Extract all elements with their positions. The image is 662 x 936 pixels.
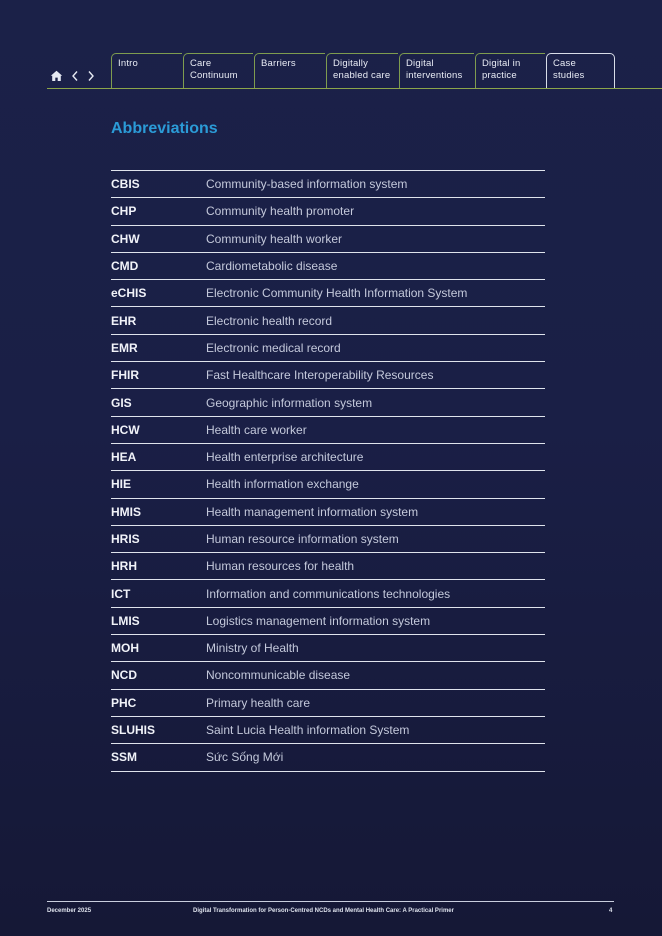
- abbreviation-definition: Health care worker: [206, 422, 307, 437]
- table-row: [111, 280, 545, 307]
- table-row: [111, 608, 545, 635]
- table-row: [111, 526, 545, 553]
- abbreviation-code: NCD: [111, 668, 137, 683]
- abbreviation-definition: Electronic health record: [206, 313, 333, 328]
- abbreviation-definition: Electronic Community Health Information System: [206, 286, 468, 301]
- table-row: [111, 198, 545, 225]
- abbreviation-definition: Sức Sống Mới: [206, 750, 284, 765]
- abbreviation-code: HEA: [111, 450, 137, 465]
- footer-page-number: 4: [609, 908, 613, 914]
- abbreviation-code: ICT: [111, 586, 131, 601]
- table-row: [111, 226, 545, 253]
- abbreviation-code: EHR: [111, 313, 137, 328]
- nav-icons: [50, 68, 95, 84]
- abbreviation-definition: Logistics management information system: [206, 613, 431, 628]
- tab-digital-interventions[interactable]: Digital interventions: [399, 53, 474, 88]
- table-row: [111, 389, 545, 416]
- footer-divider: [47, 901, 614, 902]
- nav-divider: [47, 88, 662, 89]
- abbreviations-table: [111, 170, 545, 772]
- abbreviation-code: CHW: [111, 231, 140, 246]
- table-row: [111, 171, 545, 198]
- chevron-right-icon[interactable]: [87, 70, 95, 82]
- abbreviation-definition: Primary health care: [206, 695, 311, 710]
- abbreviation-definition: Community-based information system: [206, 177, 408, 192]
- table-row: [111, 417, 545, 444]
- table-row: [111, 553, 545, 580]
- abbreviation-code: HRH: [111, 559, 137, 574]
- table-row: [111, 362, 545, 389]
- tab-case-studies[interactable]: Case studies: [546, 53, 615, 88]
- abbreviation-code: CBIS: [111, 177, 140, 192]
- table-row: [111, 662, 545, 689]
- abbreviation-definition: Health management information system: [206, 504, 419, 519]
- home-icon[interactable]: [50, 70, 63, 82]
- abbreviation-code: MOH: [111, 641, 139, 656]
- tab-digital-in-practice[interactable]: Digital in practice: [475, 53, 545, 88]
- table-row: [111, 471, 545, 498]
- table-row: [111, 635, 545, 662]
- abbreviation-definition: Health information exchange: [206, 477, 359, 492]
- abbreviation-code: HIE: [111, 477, 132, 492]
- tab-intro[interactable]: Intro: [111, 53, 182, 88]
- abbreviation-definition: Ministry of Health: [206, 641, 299, 656]
- abbreviation-code: FHIR: [111, 368, 139, 383]
- abbreviation-code: HRIS: [111, 532, 140, 546]
- abbreviation-definition: Cardiometabolic disease: [206, 259, 338, 274]
- section-tabs: [111, 53, 616, 88]
- abbreviation-code: GIS: [111, 395, 132, 410]
- table-row: [111, 499, 545, 526]
- abbreviation-definition: Fast Healthcare Interoperability Resources: [206, 368, 434, 383]
- abbreviation-code: PHC: [111, 695, 137, 710]
- abbreviation-code: SSM: [111, 750, 138, 765]
- tab-care-continuum[interactable]: Care Continuum: [183, 53, 253, 88]
- abbreviation-definition: Information and communications technologies: [206, 586, 451, 601]
- footer-date: December 2025: [47, 908, 92, 914]
- abbreviation-definition: Geographic information system: [206, 395, 373, 410]
- table-row: [111, 444, 545, 471]
- abbreviation-definition: Noncommunicable disease: [206, 668, 351, 683]
- abbreviation-code: CMD: [111, 259, 139, 274]
- tab-barriers[interactable]: Barriers: [254, 53, 325, 88]
- abbreviation-definition: Health enterprise architecture: [206, 450, 364, 465]
- abbreviation-definition: Community health promoter: [206, 204, 355, 219]
- table-row: [111, 690, 545, 717]
- abbreviation-definition: Saint Lucia Health information System: [206, 723, 410, 738]
- page-title: Abbreviations: [111, 120, 218, 137]
- table-row: [111, 335, 545, 362]
- abbreviation-code: EMR: [111, 340, 138, 355]
- table-row: [111, 717, 545, 744]
- abbreviation-code: SLUHIS: [111, 723, 156, 738]
- chevron-left-icon[interactable]: [71, 70, 79, 82]
- abbreviation-definition: Electronic medical record: [206, 340, 341, 355]
- abbreviation-code: CHP: [111, 204, 137, 219]
- abbreviation-definition: Human resources for health: [206, 559, 355, 574]
- abbreviation-code: LMIS: [111, 613, 140, 628]
- abbreviation-code: eCHIS: [111, 286, 147, 301]
- abbreviation-code: HMIS: [111, 504, 141, 519]
- tab-digitally-enabled-care[interactable]: Digitally enabled care: [326, 53, 398, 88]
- table-row: [111, 253, 545, 280]
- table-row: [111, 580, 545, 607]
- abbreviation-code: HCW: [111, 422, 140, 437]
- abbreviation-definition: Human resource information system: [206, 532, 399, 546]
- table-row: [111, 744, 545, 771]
- table-row: [111, 307, 545, 334]
- abbreviation-definition: Community health worker: [206, 231, 343, 246]
- footer-document-title: Digital Transformation for Person-Centred NCDs and Mental Health Care: A Practical Primer: [193, 908, 454, 914]
